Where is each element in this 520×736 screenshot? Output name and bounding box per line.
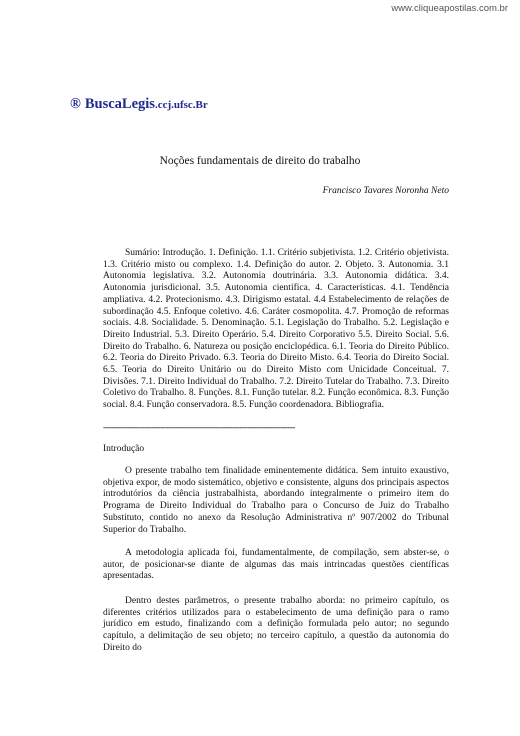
intro-paragraph-2-text: A metodologia aplicada foi, fundamentalmente, de compilação, sem abster-se, o autor, de posicionar-se diante de algumas das mais intrincadas questões científicas apresentadas.	[103, 548, 449, 582]
separator-line: --------------------------------------------------------------------------------	[103, 422, 295, 432]
summary-text: Sumário: Introdução. 1. Definição. 1.1. Critério subjetivista. 1.2. Critério objetivista. 1.3. Critério misto ou complexo. 1.4. Definição do autor. 2. Objeto. 3. Autonomia. 3.1 Autonomia legislativa. 3.2. Autonomia doutrinária. 3.3. Autonomia didática. 3.4. Autonomia jurisdicional. 3.5. Autonomia científica. 4. Características. 4.1. Tendência ampliativa. 4.2. Protecionismo. 4.3. Dirigismo estatal. 4.4 Estabelecimento de relações de subordinação 4.5. Enfoque coletivo. 4.6. Caráter cosmopolita. 4.7. Promoção de reformas sociais. 4.8. Socialidade. 5. Denominação. 5.1. Legislação do Trabalho. 5.2. Legislação e Direito Industrial. 5.3. Direito Operário. 5.4. Direito Corporativo 5.5. Direito Social. 5.6. Direito do Trabalho. 6. Natureza ou posição enciclopédica. 6.1. Teoria do Direito Público. 6.2. Teoria do Direito Privado. 6.3. Teoria do Direito Misto. 6.4. Teoria do Direito Social. 6.5. Teoria do Direito Unitário ou do Direito Misto com Unicidade Conceitual. 7. Divisões. 7.1. Direito Individual do Trabalho. 7.2. Direito Tutelar do Trabalho. 7.3. Direito Coletivo do Trabalho. 8. Funções. 8.1. Função tutelar. 8.2. Função econômica. 8.3. Função social. 8.4. Função conservadora. 8.5. Função coordenadora. Bibliografia.	[103, 248, 449, 411]
logo-domain: .ccj.ufsc.Br	[154, 99, 208, 111]
logo-name: BuscaLegis	[84, 96, 155, 112]
logo-symbol: ®	[70, 96, 81, 112]
summary-paragraph	[103, 248, 449, 412]
author-name: Francisco Tavares Noronha Neto	[322, 186, 449, 196]
watermark-url: www.cliqueapostilas.com.br	[391, 3, 508, 14]
intro-paragraph-3	[103, 596, 449, 655]
intro-paragraph-1	[103, 466, 449, 536]
intro-paragraph-1-text: O presente trabalho tem finalidade eminentemente didática. Sem intuito exaustivo, objetiva expor, de modo sistemático, objetivo e consistente, alguns dos principais aspectos introdutórios da ciência justrabalhista, abordando integralmente o primeiro item do Programa de Direito Individual do Trabalho para o Concurso de Juiz do Trabalho Substituto, contido no anexo da Resolução Administrativa nº 907/2002 do Tribunal Superior do Trabalho.	[103, 466, 449, 535]
document-title: Noções fundamentais de direito do trabalho	[159, 155, 361, 167]
intro-paragraph-3-text: Dentro destes parâmetros, o presente trabalho aborda: no primeiro capítulo, os diferentes critérios utilizados para o estabelecimento de uma definição para o ramo jurídico em estudo, finalizando com a definição formulada pelo autor; no segundo capítulo, a delimitação de seu objeto; no terceiro capítulo, a questão da autonomia do Direito do	[103, 596, 449, 653]
buscalegis-logo	[70, 95, 208, 113]
intro-paragraph-2	[103, 548, 449, 583]
intro-heading: Introdução	[103, 444, 145, 454]
